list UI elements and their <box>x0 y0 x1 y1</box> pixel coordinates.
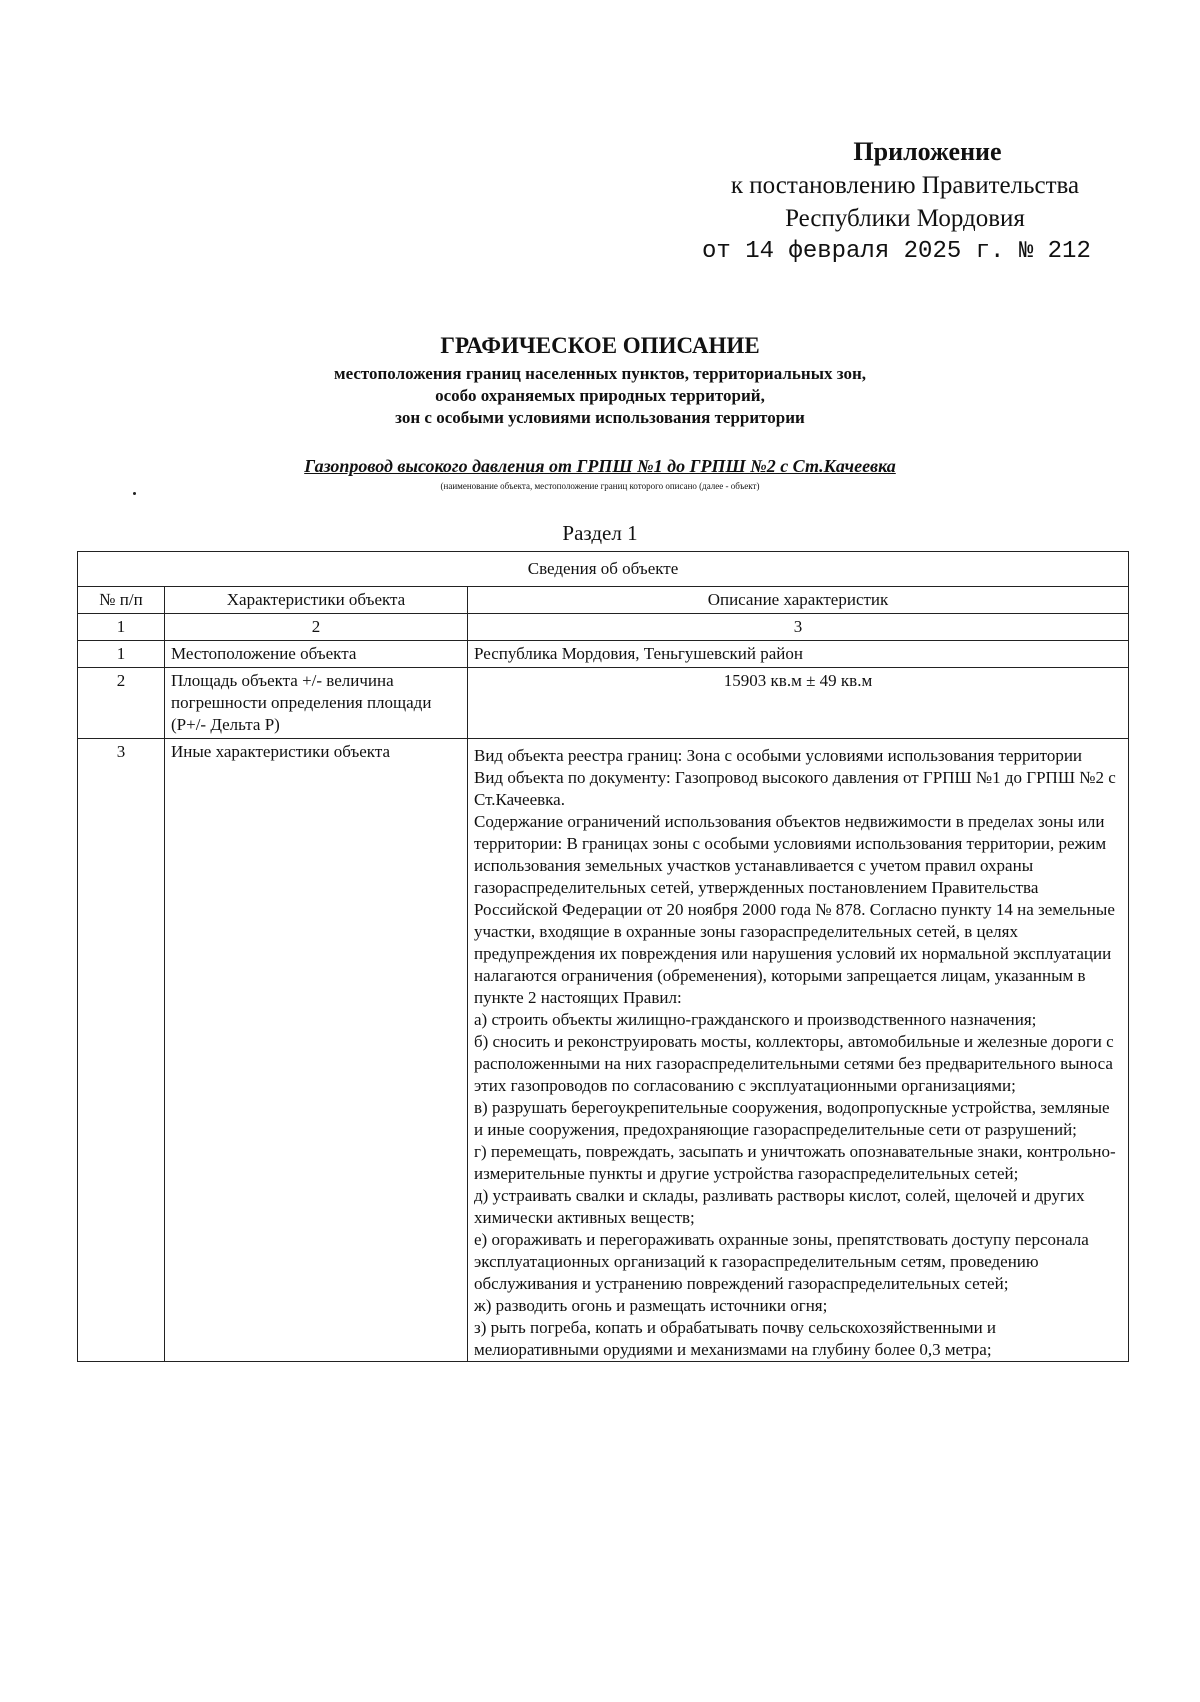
subtitle-line: зон с особыми условиями использования территории <box>395 408 805 427</box>
row-num: 1 <box>78 641 165 668</box>
description-paragraph: д) устраивать свалки и склады, разливать растворы кислот, солей, щелочей и других химически активных веществ; <box>474 1186 1085 1227</box>
document-title: ГРАФИЧЕСКОЕ ОПИСАНИЕ <box>440 333 760 358</box>
appendix-title: Приложение <box>853 137 1002 166</box>
object-note: (наименование объекта, местоположение границ которого описано (далее - объект) <box>440 481 760 491</box>
description-paragraph: Вид объекта реестра границ: Зона с особыми условиями использования территории <box>474 746 1083 765</box>
row-num: 3 <box>78 739 165 1362</box>
numbering-cell: 3 <box>468 614 1129 641</box>
row-value: Республика Мордовия, Теньгушевский район <box>468 641 1129 668</box>
description-paragraph: Содержание ограничений использования объектов недвижимости в пределах зоны или территории: В границах зоны с особыми условиями использования территории, режим использования земельных участков устанавливается с учетом правил охраны газораспределительных сетей, утвержденных постановлением Правительства Российской Федерации от 20 ноября 2000 года № 878. Согласно пункту 14 на земельные участки, входящие в охранные зоны газораспределительных сетей, в целях предупреждения их повреждения или нарушения условий их нормальной эксплуатации налагаются ограничения (обременения), которыми запрещается лицам, указанным в пункте 2 настоящих Правил: <box>474 812 1115 1007</box>
appendix-date: от 14 февраля 2025 г. № 212 <box>702 238 1091 265</box>
appendix-line-2: Республики Мордовия <box>785 205 1025 232</box>
description-paragraph: а) строить объекты жилищно-гражданского и производственного назначения; <box>474 1010 1037 1029</box>
table-row <box>78 641 1129 668</box>
numbering-cell: 1 <box>78 614 165 641</box>
object-info-table <box>77 551 1129 1362</box>
subtitle-line: местоположения границ населенных пунктов, территориальных зон, <box>334 364 866 383</box>
description-paragraph: Вид объекта по документу: Газопровод высокого давления от ГРПШ №1 до ГРПШ №2 с Ст.Качеевка. <box>474 768 1116 809</box>
header-cell-name: Характеристики объекта <box>165 587 468 614</box>
table-header-row <box>78 587 1129 614</box>
table-row <box>78 739 1129 1362</box>
header-cell-desc: Описание характеристик <box>468 587 1129 614</box>
object-name: Газопровод высокого давления от ГРПШ №1 до ГРПШ №2 с Ст.Качеевка <box>304 456 896 476</box>
subtitle-line: особо охраняемых природных территорий, <box>435 386 765 405</box>
appendix-block <box>690 135 1120 268</box>
numbering-cell: 2 <box>165 614 468 641</box>
description-paragraph: з) рыть погреба, копать и обрабатывать почву сельскохозяйственными и мелиоративными орудиями и механизмами на глубину более 0,3 метра; <box>474 1318 997 1359</box>
description-paragraph: е) огораживать и перегораживать охранные зоны, препятствовать доступу персонала эксплуатационных организаций к газораспределительным сетям, проведению обслуживания и устранению повреждений газораспределительных сетей; <box>474 1230 1089 1293</box>
table-caption: Сведения об объекте <box>78 552 1129 587</box>
table-numbering-row <box>78 614 1129 641</box>
row-num: 2 <box>78 668 165 739</box>
row-name: Площадь объекта +/- величина погрешности определения площади (Р+/- Дельта Р) <box>165 668 468 739</box>
document-subtitle <box>0 363 1200 429</box>
description-paragraph: б) сносить и реконструировать мосты, коллекторы, автомобильные и железные дороги с расположенными на них газораспределительными сетями без предварительного выноса этих газопроводов по согласованию с эксплуатационными организациями; <box>474 1032 1114 1095</box>
row-value: 15903 кв.м ± 49 кв.м <box>468 668 1129 739</box>
section-title: Раздел 1 <box>562 521 638 545</box>
row-value-description <box>468 739 1129 1362</box>
table-row <box>78 668 1129 739</box>
description-paragraph: г) перемещать, повреждать, засыпать и уничтожать опознавательные знаки, контрольно-измерительные пункты и другие устройства газораспределительных сетей; <box>474 1142 1116 1183</box>
description-paragraph: в) разрушать берегоукрепительные сооружения, водопропускные устройства, земляные и иные сооружения, предохраняющие газораспределительные сети от разрушений; <box>474 1098 1110 1139</box>
row-name: Местоположение объекта <box>165 641 468 668</box>
appendix-line-1: к постановлению Правительства <box>730 172 1080 199</box>
table-caption-row <box>78 552 1129 587</box>
description-paragraph: ж) разводить огонь и размещать источники огня; <box>474 1296 828 1315</box>
row-name: Иные характеристики объекта <box>165 739 468 1362</box>
header-cell-num: № п/п <box>78 587 165 614</box>
scan-speck <box>133 492 136 495</box>
